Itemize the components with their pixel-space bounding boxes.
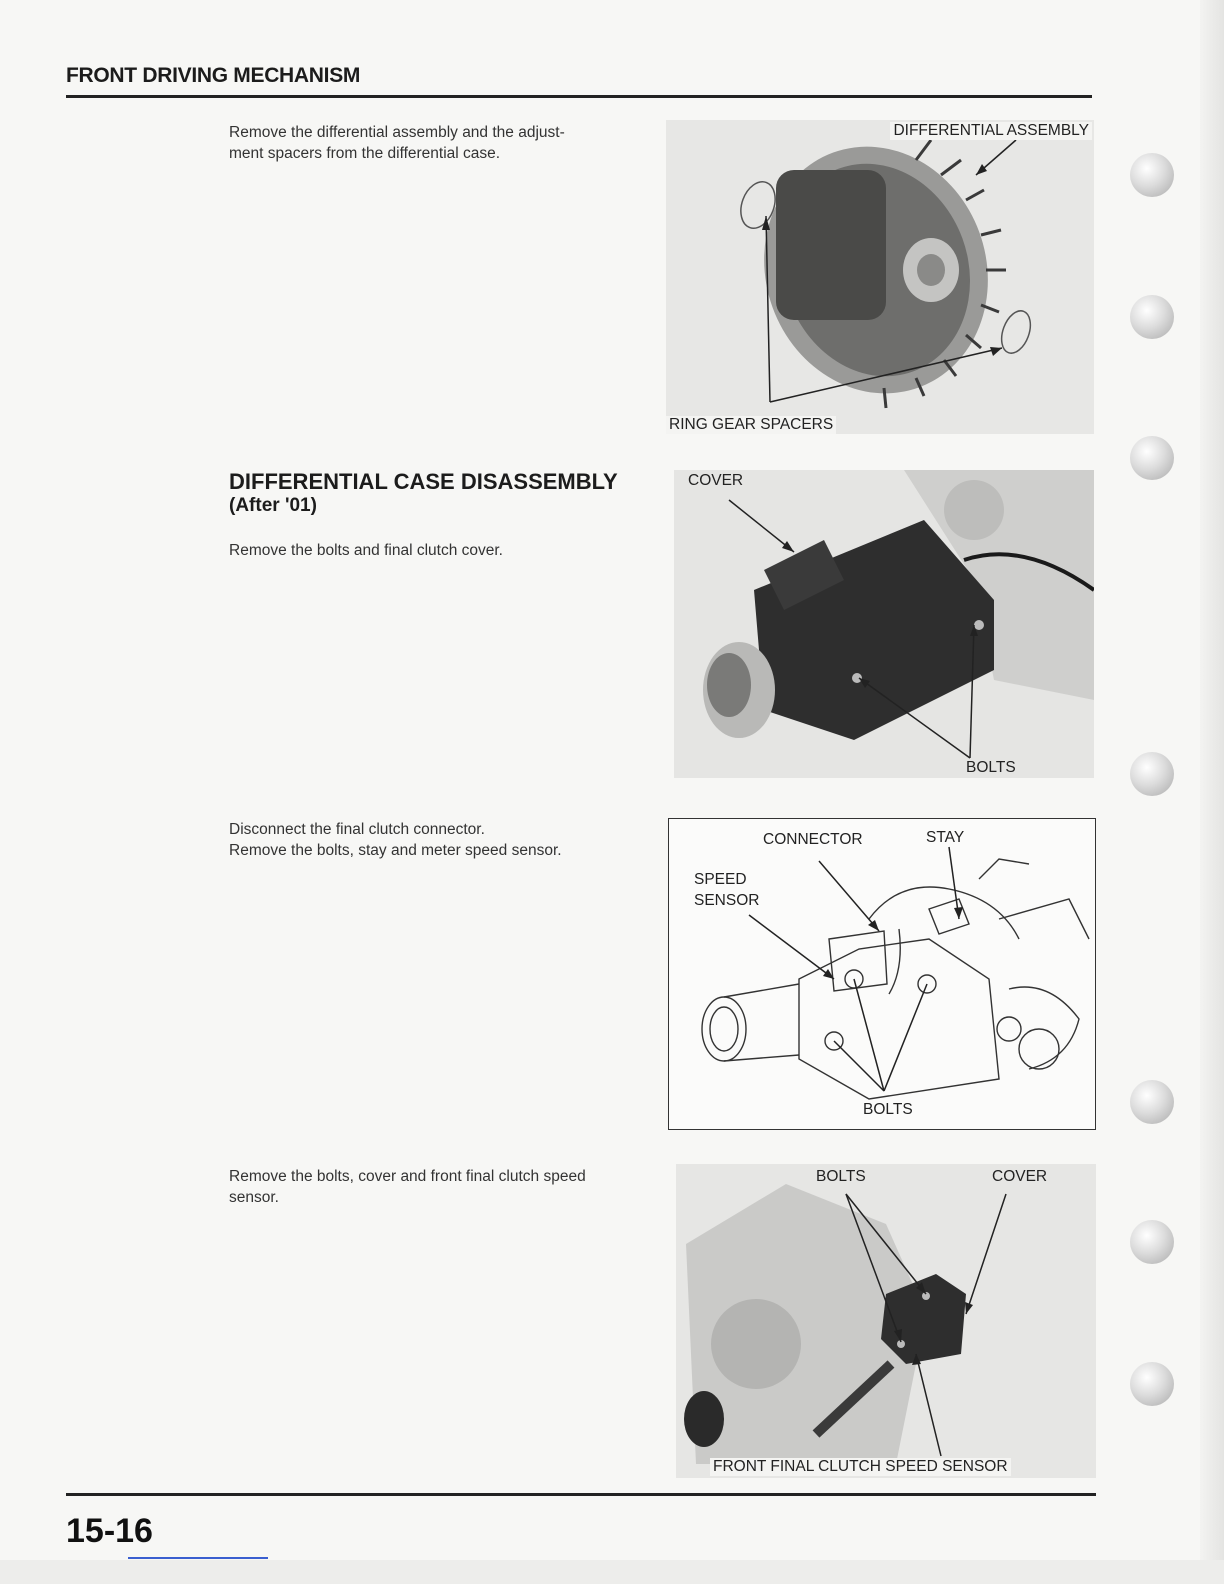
label-bolts: BOLTS xyxy=(816,1168,866,1185)
binder-hole xyxy=(1130,436,1174,480)
subsection-title: DIFFERENTIAL CASE DISASSEMBLY xyxy=(229,469,618,494)
page-edge xyxy=(1200,0,1224,1584)
step-text-4: Remove the bolts, cover and front final clutch speed sensor. xyxy=(229,1168,586,1206)
binder-hole xyxy=(1130,752,1174,796)
footer-rule xyxy=(66,1493,1096,1496)
page-number: 15-16 xyxy=(66,1512,153,1550)
binder-hole xyxy=(1130,1220,1174,1264)
label-connector: CONNECTOR xyxy=(763,831,863,848)
label-speed-sensor xyxy=(694,869,759,911)
figure-final-clutch-cover xyxy=(674,470,1094,778)
label-cover: COVER xyxy=(688,472,744,489)
label-cover: COVER xyxy=(992,1168,1048,1185)
figure-differential-assembly xyxy=(666,120,1094,434)
bottom-strip xyxy=(0,1560,1224,1584)
speed-sensor-line-drawing xyxy=(669,819,1095,1129)
step-text-1: Remove the differential assembly and the adjust- ment spacers from the differential case. xyxy=(229,124,565,162)
label-front-final-clutch-speed-sensor: FRONT FINAL CLUTCH SPEED SENSOR xyxy=(710,1458,1011,1476)
figure-front-final-clutch-sensor xyxy=(676,1164,1096,1478)
label-sensor: SENSOR xyxy=(694,892,760,909)
figure-speed-sensor-diagram xyxy=(668,818,1096,1130)
label-ring-gear-spacers: RING GEAR SPACERS xyxy=(666,416,836,434)
subsection-heading xyxy=(229,470,618,518)
final-clutch-cover-illustration xyxy=(674,470,1094,778)
front-final-clutch-sensor-illustration xyxy=(676,1164,1096,1478)
section-title: FRONT DRIVING MECHANISM xyxy=(66,64,361,87)
binder-hole xyxy=(1130,1080,1174,1124)
binder-hole xyxy=(1130,1362,1174,1406)
differential-assembly-illustration xyxy=(666,120,1094,434)
label-differential-assembly: DIFFERENTIAL ASSEMBLY xyxy=(890,122,1092,140)
bottom-link-underline xyxy=(128,1557,268,1559)
label-speed: SPEED xyxy=(694,871,747,888)
binder-hole xyxy=(1130,153,1174,197)
label-bolts: BOLTS xyxy=(966,759,1016,776)
step-text-3: Disconnect the final clutch connector. Remove the bolts, stay and meter speed sensor. xyxy=(229,821,562,859)
label-stay: STAY xyxy=(926,829,965,846)
label-bolts: BOLTS xyxy=(863,1101,913,1118)
subsection-subtitle: (After '01) xyxy=(229,495,317,516)
step-text-2: Remove the bolts and final clutch cover. xyxy=(229,542,503,559)
header-rule xyxy=(66,95,1092,98)
binder-hole xyxy=(1130,295,1174,339)
